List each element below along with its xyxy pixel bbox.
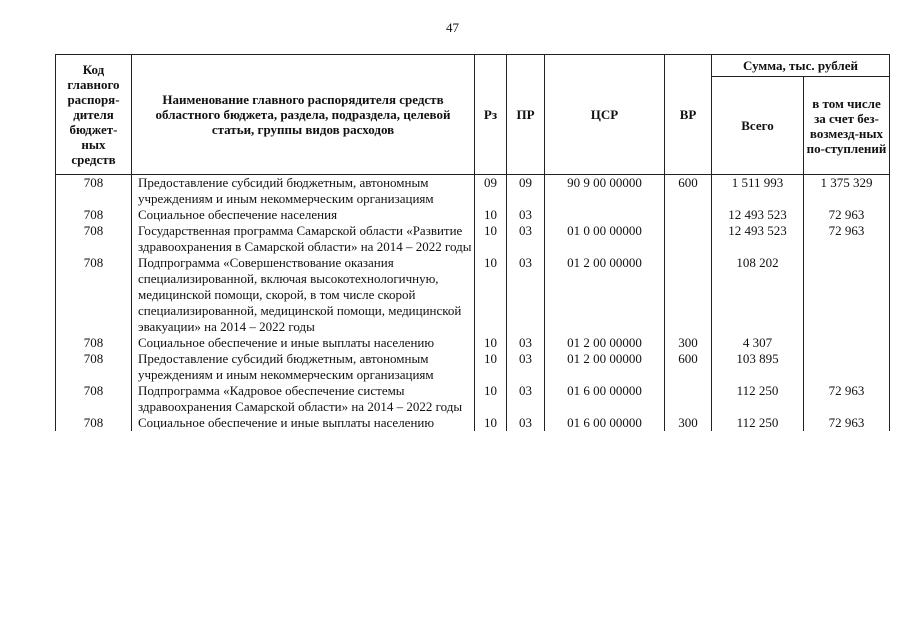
cell-total: 12 493 523 [712,207,804,223]
cell-code: 708 [56,175,132,208]
table-row [56,175,890,208]
cell-rz: 10 [475,223,507,255]
cell-rz: 10 [475,351,507,383]
cell-csr: 01 2 00 00000 [545,335,665,351]
cell-gratuitous [804,255,890,335]
cell-pr: 03 [507,335,545,351]
cell-pr: 09 [507,175,545,208]
cell-pr: 03 [507,383,545,415]
cell-total: 103 895 [712,351,804,383]
header-sum-group: Сумма, тыс. рублей [712,55,890,77]
cell-code: 708 [56,255,132,335]
table-row [56,255,890,335]
table-header [56,55,890,175]
cell-total: 112 250 [712,415,804,431]
cell-vr [665,207,712,223]
cell-code: 708 [56,383,132,415]
cell-rz: 09 [475,175,507,208]
header-rz: Рз [475,55,507,175]
cell-name: Государственная программа Самарской области «Развитие здравоохранения в Самарской области» на 2014 – 2022 годы [132,223,475,255]
header-code: Код главного распоря-дителя бюджет-ных средств [56,55,132,175]
cell-vr [665,223,712,255]
cell-csr [545,207,665,223]
cell-rz: 10 [475,415,507,431]
cell-vr: 300 [665,335,712,351]
cell-csr: 01 0 00 00000 [545,223,665,255]
table-row [56,383,890,415]
table-row [56,351,890,383]
cell-pr: 03 [507,415,545,431]
cell-vr: 600 [665,351,712,383]
cell-name: Предоставление субсидий бюджетным, автономным учреждениям и иным некоммерческим организациям [132,175,475,208]
cell-pr: 03 [507,255,545,335]
table-row [56,415,890,431]
cell-total: 1 511 993 [712,175,804,208]
cell-gratuitous: 72 963 [804,383,890,415]
cell-code: 708 [56,335,132,351]
cell-code: 708 [56,351,132,383]
cell-total: 12 493 523 [712,223,804,255]
table-row [56,335,890,351]
cell-csr: 01 6 00 00000 [545,383,665,415]
budget-table [55,54,890,431]
cell-rz: 10 [475,255,507,335]
cell-name: Социальное обеспечение населения [132,207,475,223]
cell-csr: 01 6 00 00000 [545,415,665,431]
cell-pr: 03 [507,351,545,383]
cell-gratuitous: 72 963 [804,415,890,431]
cell-name: Подпрограмма «Кадровое обеспечение системы здравоохранения Самарской области» на 2014 – 2022 годы [132,383,475,415]
cell-vr [665,383,712,415]
page-number: 47 [446,20,459,35]
cell-name: Подпрограмма «Совершенствование оказания специализированной, включая высокотехнологичную, медицинской помощи, скорой, в том числе скорой специализированной, медицинской помощи, медицинской эвакуации» на 2014 – 2022 годы [132,255,475,335]
cell-pr: 03 [507,207,545,223]
cell-total: 4 307 [712,335,804,351]
cell-gratuitous: 1 375 329 [804,175,890,208]
cell-pr: 03 [507,223,545,255]
table-row [56,207,890,223]
header-csr: ЦСР [545,55,665,175]
header-gratuitous: в том числе за счет без-возмезд-ных по-ступлений [804,77,890,175]
cell-vr: 600 [665,175,712,208]
cell-rz: 10 [475,207,507,223]
header-pr: ПР [507,55,545,175]
cell-rz: 10 [475,383,507,415]
cell-rz: 10 [475,335,507,351]
table-body [56,175,890,432]
cell-name: Социальное обеспечение и иные выплаты населению [132,335,475,351]
cell-code: 708 [56,415,132,431]
header-total: Всего [712,77,804,175]
cell-total: 112 250 [712,383,804,415]
cell-name: Социальное обеспечение и иные выплаты населению [132,415,475,431]
cell-csr: 01 2 00 00000 [545,351,665,383]
cell-gratuitous: 72 963 [804,207,890,223]
cell-csr: 01 2 00 00000 [545,255,665,335]
cell-csr: 90 9 00 00000 [545,175,665,208]
cell-vr [665,255,712,335]
cell-code: 708 [56,207,132,223]
cell-total: 108 202 [712,255,804,335]
cell-gratuitous: 72 963 [804,223,890,255]
header-name: Наименование главного распорядителя средств областного бюджета, раздела, подраздела, целевой статьи, группы видов расходов [132,55,475,175]
header-vr: ВР [665,55,712,175]
table-row [56,223,890,255]
cell-gratuitous [804,351,890,383]
cell-vr: 300 [665,415,712,431]
cell-code: 708 [56,223,132,255]
cell-gratuitous [804,335,890,351]
cell-name: Предоставление субсидий бюджетным, автономным учреждениям и иным некоммерческим организациям [132,351,475,383]
